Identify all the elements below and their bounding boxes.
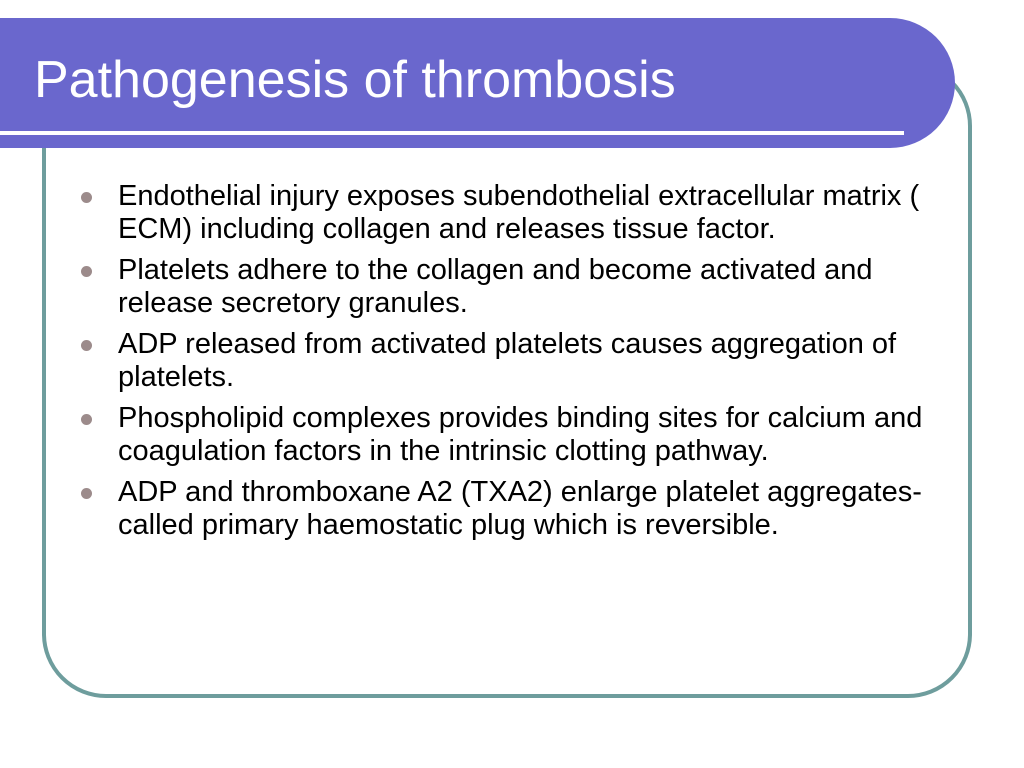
bullet-dot-icon [81,414,92,425]
bullet-text: ADP and thromboxane A2 (TXA2) enlarge platelet aggregates- called primary haemostatic plug which is reversible. [118,476,922,541]
bullet-list [78,180,958,550]
bullet-item [78,328,958,394]
bullet-item [78,402,958,468]
bullet-dot-icon [81,266,92,277]
bullet-text: Endothelial injury exposes subendothelial extracellular matrix ( ECM) including collagen and releases tissue factor. [118,180,920,245]
bullet-item [78,180,958,246]
bullet-text: Platelets adhere to the collagen and become activated and release secretory granules. [118,254,873,319]
bullet-text: ADP released from activated platelets causes aggregation of platelets. [118,328,897,393]
bullet-dot-icon [81,340,92,351]
bullet-dot-icon [81,488,92,499]
bullet-dot-icon [81,192,92,203]
slide-title: Pathogenesis of thrombosis [34,51,676,109]
bullet-item [78,476,958,542]
bullet-text: Phospholipid complexes provides binding sites for calcium and coagulation factors in the intrinsic clotting pathway. [118,402,923,467]
bullet-item [78,254,958,320]
title-underline-rule [0,131,904,135]
